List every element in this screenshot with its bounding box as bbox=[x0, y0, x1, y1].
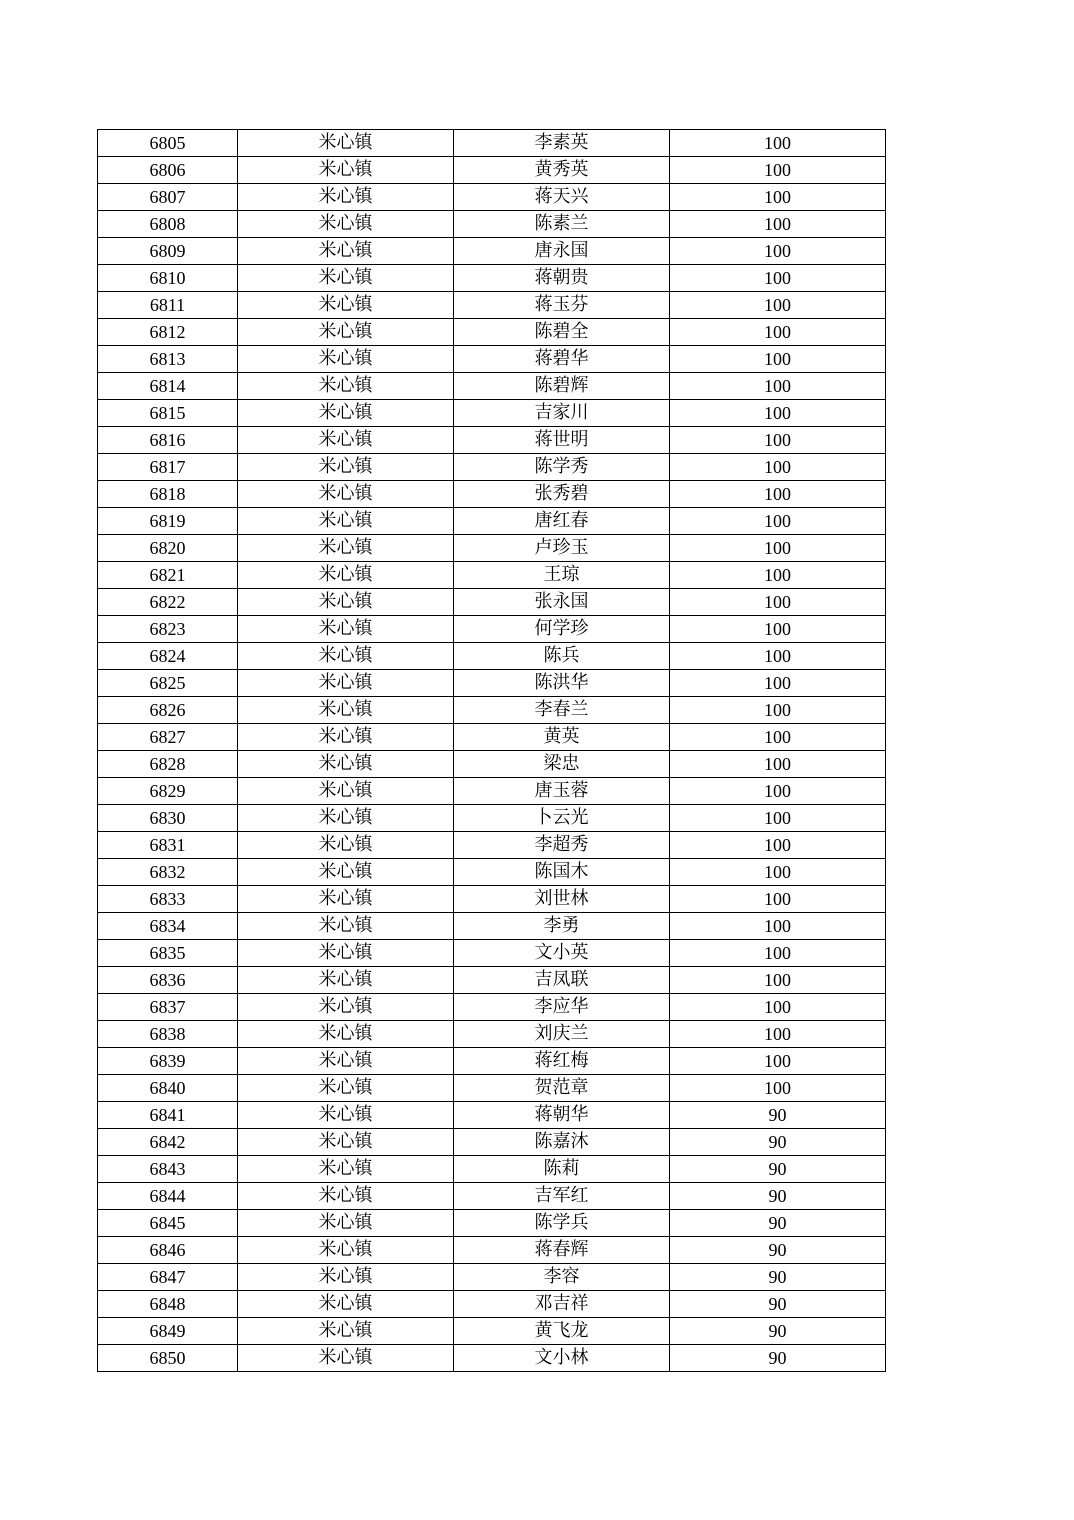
cell-amount: 100 bbox=[670, 886, 886, 913]
cell-town: 米心镇 bbox=[238, 1318, 454, 1345]
table-row bbox=[98, 481, 886, 508]
cell-serial-number: 6822 bbox=[98, 589, 238, 616]
cell-amount: 100 bbox=[670, 643, 886, 670]
table-row bbox=[98, 1183, 886, 1210]
cell-town: 米心镇 bbox=[238, 319, 454, 346]
cell-amount: 100 bbox=[670, 319, 886, 346]
table-row bbox=[98, 373, 886, 400]
table-row bbox=[98, 1345, 886, 1372]
cell-serial-number: 6824 bbox=[98, 643, 238, 670]
cell-person-name: 吉军红 bbox=[454, 1183, 670, 1210]
cell-town: 米心镇 bbox=[238, 1345, 454, 1372]
cell-serial-number: 6848 bbox=[98, 1291, 238, 1318]
cell-amount: 100 bbox=[670, 427, 886, 454]
cell-person-name: 陈国木 bbox=[454, 859, 670, 886]
cell-serial-number: 6835 bbox=[98, 940, 238, 967]
cell-serial-number: 6826 bbox=[98, 697, 238, 724]
cell-amount: 100 bbox=[670, 940, 886, 967]
cell-town: 米心镇 bbox=[238, 751, 454, 778]
cell-town: 米心镇 bbox=[238, 778, 454, 805]
cell-person-name: 黄飞龙 bbox=[454, 1318, 670, 1345]
cell-amount: 90 bbox=[670, 1129, 886, 1156]
cell-person-name: 蒋世明 bbox=[454, 427, 670, 454]
cell-serial-number: 6839 bbox=[98, 1048, 238, 1075]
cell-person-name: 陈嘉沐 bbox=[454, 1129, 670, 1156]
cell-town: 米心镇 bbox=[238, 967, 454, 994]
table-row bbox=[98, 157, 886, 184]
cell-person-name: 唐玉蓉 bbox=[454, 778, 670, 805]
table-row bbox=[98, 535, 886, 562]
cell-town: 米心镇 bbox=[238, 481, 454, 508]
table-row bbox=[98, 967, 886, 994]
cell-serial-number: 6816 bbox=[98, 427, 238, 454]
cell-amount: 100 bbox=[670, 535, 886, 562]
cell-amount: 90 bbox=[670, 1264, 886, 1291]
cell-amount: 100 bbox=[670, 994, 886, 1021]
cell-serial-number: 6834 bbox=[98, 913, 238, 940]
cell-town: 米心镇 bbox=[238, 1075, 454, 1102]
cell-person-name: 唐永国 bbox=[454, 238, 670, 265]
cell-amount: 100 bbox=[670, 589, 886, 616]
cell-person-name: 刘庆兰 bbox=[454, 1021, 670, 1048]
table-row bbox=[98, 994, 886, 1021]
cell-person-name: 李应华 bbox=[454, 994, 670, 1021]
table-row bbox=[98, 454, 886, 481]
cell-town: 米心镇 bbox=[238, 346, 454, 373]
cell-serial-number: 6819 bbox=[98, 508, 238, 535]
cell-amount: 100 bbox=[670, 184, 886, 211]
cell-person-name: 张秀碧 bbox=[454, 481, 670, 508]
cell-amount: 100 bbox=[670, 265, 886, 292]
cell-person-name: 吉家川 bbox=[454, 400, 670, 427]
cell-amount: 90 bbox=[670, 1183, 886, 1210]
table-row bbox=[98, 1129, 886, 1156]
cell-town: 米心镇 bbox=[238, 643, 454, 670]
table-row bbox=[98, 292, 886, 319]
cell-town: 米心镇 bbox=[238, 157, 454, 184]
cell-serial-number: 6813 bbox=[98, 346, 238, 373]
cell-person-name: 唐红春 bbox=[454, 508, 670, 535]
cell-town: 米心镇 bbox=[238, 535, 454, 562]
table-row bbox=[98, 346, 886, 373]
cell-town: 米心镇 bbox=[238, 292, 454, 319]
table-row bbox=[98, 130, 886, 157]
cell-serial-number: 6829 bbox=[98, 778, 238, 805]
cell-person-name: 李素英 bbox=[454, 130, 670, 157]
cell-person-name: 李容 bbox=[454, 1264, 670, 1291]
cell-person-name: 吉凤联 bbox=[454, 967, 670, 994]
roster-table bbox=[97, 129, 886, 1372]
table-row bbox=[98, 859, 886, 886]
cell-person-name: 李勇 bbox=[454, 913, 670, 940]
cell-town: 米心镇 bbox=[238, 670, 454, 697]
cell-amount: 100 bbox=[670, 859, 886, 886]
cell-amount: 100 bbox=[670, 1075, 886, 1102]
table-row bbox=[98, 1210, 886, 1237]
cell-person-name: 李超秀 bbox=[454, 832, 670, 859]
cell-person-name: 蒋春辉 bbox=[454, 1237, 670, 1264]
cell-amount: 100 bbox=[670, 400, 886, 427]
cell-person-name: 王琼 bbox=[454, 562, 670, 589]
table-row bbox=[98, 886, 886, 913]
table-row bbox=[98, 1156, 886, 1183]
cell-serial-number: 6844 bbox=[98, 1183, 238, 1210]
cell-town: 米心镇 bbox=[238, 886, 454, 913]
cell-person-name: 陈学秀 bbox=[454, 454, 670, 481]
cell-person-name: 卢珍玉 bbox=[454, 535, 670, 562]
cell-serial-number: 6850 bbox=[98, 1345, 238, 1372]
cell-town: 米心镇 bbox=[238, 805, 454, 832]
table-row bbox=[98, 1021, 886, 1048]
table-row bbox=[98, 832, 886, 859]
cell-amount: 100 bbox=[670, 751, 886, 778]
cell-town: 米心镇 bbox=[238, 454, 454, 481]
table-row bbox=[98, 805, 886, 832]
table-row bbox=[98, 1048, 886, 1075]
cell-serial-number: 6832 bbox=[98, 859, 238, 886]
cell-person-name: 邓吉祥 bbox=[454, 1291, 670, 1318]
cell-amount: 100 bbox=[670, 913, 886, 940]
cell-person-name: 蒋朝华 bbox=[454, 1102, 670, 1129]
cell-amount: 100 bbox=[670, 778, 886, 805]
table-row bbox=[98, 751, 886, 778]
cell-town: 米心镇 bbox=[238, 1264, 454, 1291]
cell-serial-number: 6808 bbox=[98, 211, 238, 238]
table-row bbox=[98, 400, 886, 427]
cell-town: 米心镇 bbox=[238, 1237, 454, 1264]
cell-serial-number: 6809 bbox=[98, 238, 238, 265]
cell-amount: 90 bbox=[670, 1102, 886, 1129]
cell-person-name: 张永国 bbox=[454, 589, 670, 616]
cell-amount: 90 bbox=[670, 1291, 886, 1318]
roster-table-body bbox=[98, 130, 886, 1372]
table-row bbox=[98, 211, 886, 238]
cell-person-name: 李春兰 bbox=[454, 697, 670, 724]
cell-person-name: 陈洪华 bbox=[454, 670, 670, 697]
cell-town: 米心镇 bbox=[238, 1183, 454, 1210]
cell-town: 米心镇 bbox=[238, 1129, 454, 1156]
cell-amount: 100 bbox=[670, 373, 886, 400]
table-row bbox=[98, 1237, 886, 1264]
cell-amount: 100 bbox=[670, 670, 886, 697]
table-row bbox=[98, 616, 886, 643]
cell-serial-number: 6806 bbox=[98, 157, 238, 184]
cell-amount: 100 bbox=[670, 832, 886, 859]
cell-town: 米心镇 bbox=[238, 724, 454, 751]
cell-amount: 100 bbox=[670, 238, 886, 265]
table-row bbox=[98, 319, 886, 346]
cell-serial-number: 6807 bbox=[98, 184, 238, 211]
cell-person-name: 陈碧全 bbox=[454, 319, 670, 346]
cell-serial-number: 6810 bbox=[98, 265, 238, 292]
table-row bbox=[98, 697, 886, 724]
cell-serial-number: 6838 bbox=[98, 1021, 238, 1048]
cell-person-name: 蒋玉芬 bbox=[454, 292, 670, 319]
cell-amount: 100 bbox=[670, 967, 886, 994]
cell-serial-number: 6840 bbox=[98, 1075, 238, 1102]
table-row bbox=[98, 940, 886, 967]
cell-serial-number: 6825 bbox=[98, 670, 238, 697]
table-row bbox=[98, 778, 886, 805]
cell-amount: 100 bbox=[670, 292, 886, 319]
table-row bbox=[98, 1291, 886, 1318]
cell-serial-number: 6818 bbox=[98, 481, 238, 508]
table-row bbox=[98, 562, 886, 589]
cell-town: 米心镇 bbox=[238, 1021, 454, 1048]
cell-amount: 100 bbox=[670, 130, 886, 157]
cell-town: 米心镇 bbox=[238, 130, 454, 157]
cell-town: 米心镇 bbox=[238, 913, 454, 940]
cell-town: 米心镇 bbox=[238, 940, 454, 967]
cell-person-name: 刘世林 bbox=[454, 886, 670, 913]
cell-serial-number: 6845 bbox=[98, 1210, 238, 1237]
cell-serial-number: 6827 bbox=[98, 724, 238, 751]
cell-town: 米心镇 bbox=[238, 1156, 454, 1183]
cell-person-name: 陈碧辉 bbox=[454, 373, 670, 400]
cell-amount: 90 bbox=[670, 1210, 886, 1237]
cell-person-name: 陈素兰 bbox=[454, 211, 670, 238]
cell-serial-number: 6814 bbox=[98, 373, 238, 400]
cell-amount: 100 bbox=[670, 805, 886, 832]
cell-person-name: 何学珍 bbox=[454, 616, 670, 643]
cell-town: 米心镇 bbox=[238, 589, 454, 616]
cell-person-name: 贺范章 bbox=[454, 1075, 670, 1102]
table-row bbox=[98, 670, 886, 697]
cell-amount: 90 bbox=[670, 1237, 886, 1264]
cell-serial-number: 6812 bbox=[98, 319, 238, 346]
cell-person-name: 蒋碧华 bbox=[454, 346, 670, 373]
cell-town: 米心镇 bbox=[238, 562, 454, 589]
cell-town: 米心镇 bbox=[238, 1291, 454, 1318]
cell-person-name: 文小英 bbox=[454, 940, 670, 967]
cell-serial-number: 6823 bbox=[98, 616, 238, 643]
cell-person-name: 陈莉 bbox=[454, 1156, 670, 1183]
cell-serial-number: 6849 bbox=[98, 1318, 238, 1345]
table-row bbox=[98, 1318, 886, 1345]
cell-serial-number: 6841 bbox=[98, 1102, 238, 1129]
cell-town: 米心镇 bbox=[238, 508, 454, 535]
table-row bbox=[98, 265, 886, 292]
cell-town: 米心镇 bbox=[238, 994, 454, 1021]
cell-town: 米心镇 bbox=[238, 427, 454, 454]
cell-serial-number: 6833 bbox=[98, 886, 238, 913]
cell-amount: 90 bbox=[670, 1345, 886, 1372]
cell-town: 米心镇 bbox=[238, 616, 454, 643]
cell-town: 米心镇 bbox=[238, 697, 454, 724]
cell-town: 米心镇 bbox=[238, 400, 454, 427]
cell-amount: 100 bbox=[670, 508, 886, 535]
cell-amount: 100 bbox=[670, 1048, 886, 1075]
table-row bbox=[98, 913, 886, 940]
table-row bbox=[98, 1264, 886, 1291]
cell-town: 米心镇 bbox=[238, 373, 454, 400]
cell-serial-number: 6846 bbox=[98, 1237, 238, 1264]
cell-person-name: 黄秀英 bbox=[454, 157, 670, 184]
cell-person-name: 蒋天兴 bbox=[454, 184, 670, 211]
cell-town: 米心镇 bbox=[238, 211, 454, 238]
table-row bbox=[98, 724, 886, 751]
cell-amount: 100 bbox=[670, 454, 886, 481]
cell-amount: 100 bbox=[670, 724, 886, 751]
cell-town: 米心镇 bbox=[238, 1048, 454, 1075]
table-row bbox=[98, 238, 886, 265]
cell-serial-number: 6815 bbox=[98, 400, 238, 427]
cell-serial-number: 6820 bbox=[98, 535, 238, 562]
cell-town: 米心镇 bbox=[238, 265, 454, 292]
cell-amount: 90 bbox=[670, 1318, 886, 1345]
cell-amount: 90 bbox=[670, 1156, 886, 1183]
cell-amount: 100 bbox=[670, 157, 886, 184]
cell-person-name: 蒋红梅 bbox=[454, 1048, 670, 1075]
cell-serial-number: 6830 bbox=[98, 805, 238, 832]
cell-serial-number: 6811 bbox=[98, 292, 238, 319]
cell-serial-number: 6842 bbox=[98, 1129, 238, 1156]
cell-serial-number: 6836 bbox=[98, 967, 238, 994]
cell-amount: 100 bbox=[670, 562, 886, 589]
table-row bbox=[98, 508, 886, 535]
cell-person-name: 陈学兵 bbox=[454, 1210, 670, 1237]
table-row bbox=[98, 1075, 886, 1102]
cell-person-name: 蒋朝贵 bbox=[454, 265, 670, 292]
cell-serial-number: 6847 bbox=[98, 1264, 238, 1291]
cell-serial-number: 6821 bbox=[98, 562, 238, 589]
table-row bbox=[98, 184, 886, 211]
cell-amount: 100 bbox=[670, 616, 886, 643]
cell-amount: 100 bbox=[670, 481, 886, 508]
cell-town: 米心镇 bbox=[238, 1210, 454, 1237]
cell-town: 米心镇 bbox=[238, 859, 454, 886]
cell-person-name: 梁忠 bbox=[454, 751, 670, 778]
cell-amount: 100 bbox=[670, 346, 886, 373]
cell-town: 米心镇 bbox=[238, 238, 454, 265]
cell-amount: 100 bbox=[670, 697, 886, 724]
cell-serial-number: 6805 bbox=[98, 130, 238, 157]
cell-town: 米心镇 bbox=[238, 832, 454, 859]
table-row bbox=[98, 427, 886, 454]
cell-serial-number: 6828 bbox=[98, 751, 238, 778]
cell-serial-number: 6817 bbox=[98, 454, 238, 481]
cell-person-name: 黄英 bbox=[454, 724, 670, 751]
table-row bbox=[98, 643, 886, 670]
cell-serial-number: 6843 bbox=[98, 1156, 238, 1183]
cell-amount: 100 bbox=[670, 211, 886, 238]
cell-person-name: 卜云光 bbox=[454, 805, 670, 832]
cell-town: 米心镇 bbox=[238, 1102, 454, 1129]
cell-person-name: 文小林 bbox=[454, 1345, 670, 1372]
cell-person-name: 陈兵 bbox=[454, 643, 670, 670]
cell-serial-number: 6837 bbox=[98, 994, 238, 1021]
cell-serial-number: 6831 bbox=[98, 832, 238, 859]
cell-town: 米心镇 bbox=[238, 184, 454, 211]
table-row bbox=[98, 589, 886, 616]
table-row bbox=[98, 1102, 886, 1129]
cell-amount: 100 bbox=[670, 1021, 886, 1048]
